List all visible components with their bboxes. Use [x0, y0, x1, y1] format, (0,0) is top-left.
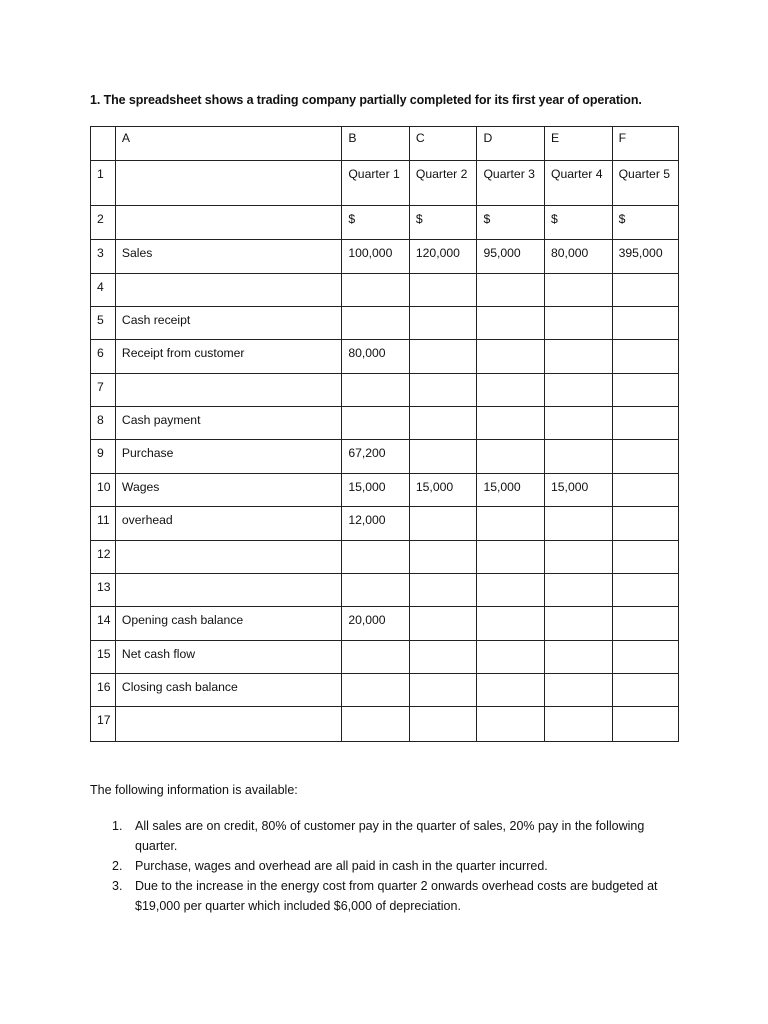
column-header-a[interactable]: A [115, 127, 341, 161]
table-cell[interactable] [477, 541, 545, 574]
table-cell[interactable] [612, 474, 678, 507]
table-row [91, 541, 679, 574]
row-number-cell[interactable]: 11 [91, 507, 116, 541]
column-header-b[interactable]: B [342, 127, 410, 161]
table-cell[interactable]: $ [477, 206, 545, 240]
row-number-cell[interactable]: 9 [91, 440, 116, 474]
table-cell[interactable] [115, 574, 341, 607]
table-cell[interactable]: 100,000 [342, 240, 410, 274]
table-cell[interactable] [342, 574, 410, 607]
table-cell[interactable] [612, 641, 678, 674]
row-number-cell[interactable]: 6 [91, 340, 116, 374]
table-row [91, 507, 679, 541]
table-cell[interactable]: Quarter 2 [409, 161, 477, 206]
table-cell[interactable]: Quarter 5 [612, 161, 678, 206]
table-cell[interactable] [115, 541, 341, 574]
table-cell[interactable] [612, 541, 678, 574]
row-number-cell[interactable]: 13 [91, 574, 116, 607]
info-list [112, 816, 682, 916]
table-cell[interactable] [612, 607, 678, 641]
table-row [91, 674, 679, 707]
column-header-c[interactable]: C [409, 127, 477, 161]
table-cell[interactable] [409, 574, 477, 607]
table-cell[interactable] [409, 674, 477, 707]
table-cell[interactable] [115, 274, 341, 307]
table-cell[interactable] [409, 440, 477, 474]
table-cell[interactable] [409, 340, 477, 374]
row-number-cell[interactable]: 17 [91, 707, 116, 742]
table-cell[interactable]: 395,000 [612, 240, 678, 274]
table-cell[interactable] [342, 707, 410, 742]
table-cell[interactable] [477, 574, 545, 607]
table-cell[interactable] [545, 274, 613, 307]
table-row [91, 707, 679, 742]
table-cell[interactable] [612, 340, 678, 374]
table-cell[interactable]: 15,000 [409, 474, 477, 507]
column-header-row [91, 127, 679, 161]
table-row [91, 374, 679, 407]
row-number-cell[interactable]: 14 [91, 607, 116, 641]
row-number-cell[interactable]: 1 [91, 161, 116, 206]
table-row [91, 574, 679, 607]
table-cell[interactable] [545, 440, 613, 474]
list-item-number: 2. [112, 859, 123, 873]
table-cell[interactable] [477, 507, 545, 541]
table-cell[interactable]: Quarter 4 [545, 161, 613, 206]
table-cell[interactable] [612, 307, 678, 340]
row-number-cell[interactable]: 8 [91, 407, 116, 440]
table-row [91, 407, 679, 440]
table-cell[interactable] [342, 374, 410, 407]
table-cell[interactable] [342, 674, 410, 707]
spreadsheet-table [90, 126, 679, 742]
row-number-cell[interactable]: 7 [91, 374, 116, 407]
column-header-f[interactable]: F [612, 127, 678, 161]
table-cell[interactable] [545, 574, 613, 607]
table-cell[interactable] [342, 641, 410, 674]
list-item-text: Purchase, wages and overhead are all paid in cash in the quarter incurred. [135, 859, 548, 873]
table-cell[interactable] [409, 274, 477, 307]
table-cell[interactable]: Quarter 3 [477, 161, 545, 206]
list-item-text: Due to the increase in the energy cost from quarter 2 onwards overhead costs are budgeted at $19,000 per quarter which included $6,000 of depreciation. [135, 879, 658, 913]
table-cell[interactable]: 20,000 [342, 607, 410, 641]
table-cell[interactable] [409, 541, 477, 574]
table-cell[interactable] [477, 274, 545, 307]
table-cell[interactable] [545, 507, 613, 541]
table-cell[interactable]: Closing cash balance [115, 674, 341, 707]
table-row [91, 474, 679, 507]
column-header-d[interactable]: D [477, 127, 545, 161]
row-number-cell[interactable]: 2 [91, 206, 116, 240]
table-cell[interactable] [115, 161, 341, 206]
table-cell[interactable]: Sales [115, 240, 341, 274]
table-cell[interactable] [477, 707, 545, 742]
table-row [91, 240, 679, 274]
table-cell[interactable]: $ [342, 206, 410, 240]
table-cell[interactable] [612, 374, 678, 407]
table-cell[interactable] [115, 206, 341, 240]
row-number-cell[interactable]: 3 [91, 240, 116, 274]
table-cell[interactable]: Opening cash balance [115, 607, 341, 641]
corner-cell[interactable] [91, 127, 116, 161]
table-cell[interactable] [477, 674, 545, 707]
row-number-cell[interactable]: 15 [91, 641, 116, 674]
table-row [91, 641, 679, 674]
table-row [91, 340, 679, 374]
table-cell[interactable] [545, 374, 613, 407]
table-cell[interactable]: 15,000 [545, 474, 613, 507]
table-cell[interactable] [409, 641, 477, 674]
table-cell[interactable]: $ [612, 206, 678, 240]
table-cell[interactable] [477, 607, 545, 641]
table-cell[interactable] [612, 674, 678, 707]
table-cell[interactable] [477, 407, 545, 440]
table-cell[interactable] [545, 641, 613, 674]
table-cell[interactable] [612, 407, 678, 440]
table-cell[interactable]: Cash payment [115, 407, 341, 440]
table-cell[interactable] [342, 541, 410, 574]
table-cell[interactable]: Wages [115, 474, 341, 507]
table-cell[interactable] [545, 541, 613, 574]
table-cell[interactable]: 15,000 [477, 474, 545, 507]
table-cell[interactable] [409, 507, 477, 541]
table-cell[interactable] [545, 674, 613, 707]
table-cell[interactable] [545, 307, 613, 340]
table-cell[interactable]: 80,000 [545, 240, 613, 274]
table-cell[interactable] [342, 407, 410, 440]
table-cell[interactable]: 67,200 [342, 440, 410, 474]
table-cell[interactable] [612, 574, 678, 607]
table-cell[interactable]: Purchase [115, 440, 341, 474]
table-cell[interactable] [409, 374, 477, 407]
table-cell[interactable] [545, 607, 613, 641]
table-cell[interactable] [477, 340, 545, 374]
table-row [91, 206, 679, 240]
table-cell[interactable] [409, 707, 477, 742]
row-number-cell[interactable]: 5 [91, 307, 116, 340]
table-cell[interactable] [612, 440, 678, 474]
question-title: 1. The spreadsheet shows a trading company partially completed for its first year of operation. [90, 93, 642, 107]
column-header-e[interactable]: E [545, 127, 613, 161]
list-item [112, 876, 682, 916]
table-cell[interactable] [612, 274, 678, 307]
table-row [91, 307, 679, 340]
row-number-cell[interactable]: 12 [91, 541, 116, 574]
table-cell[interactable] [477, 641, 545, 674]
list-item-number: 3. [112, 879, 123, 893]
row-number-cell[interactable]: 4 [91, 274, 116, 307]
row-number-cell[interactable]: 16 [91, 674, 116, 707]
list-item-number: 1. [112, 819, 123, 833]
table-cell[interactable] [409, 407, 477, 440]
table-cell[interactable] [477, 374, 545, 407]
table-cell[interactable]: Cash receipt [115, 307, 341, 340]
table-cell[interactable] [545, 407, 613, 440]
list-item [112, 856, 682, 876]
table-cell[interactable] [477, 307, 545, 340]
table-cell[interactable]: 15,000 [342, 474, 410, 507]
table-row [91, 274, 679, 307]
table-cell[interactable]: overhead [115, 507, 341, 541]
list-item-text: All sales are on credit, 80% of customer pay in the quarter of sales, 20% pay in the following quarter. [135, 819, 645, 853]
table-cell[interactable]: 95,000 [477, 240, 545, 274]
table-cell[interactable] [545, 707, 613, 742]
table-cell[interactable] [545, 340, 613, 374]
table-row [91, 440, 679, 474]
table-cell[interactable]: Net cash flow [115, 641, 341, 674]
table-cell[interactable] [612, 707, 678, 742]
table-cell[interactable] [477, 440, 545, 474]
info-heading: The following information is available: [90, 783, 298, 797]
table-cell[interactable] [612, 507, 678, 541]
table-cell[interactable]: $ [409, 206, 477, 240]
table-cell[interactable]: $ [545, 206, 613, 240]
table-cell[interactable]: Receipt from customer [115, 340, 341, 374]
list-item [112, 816, 682, 856]
table-cell[interactable]: Quarter 1 [342, 161, 410, 206]
table-cell[interactable]: 80,000 [342, 340, 410, 374]
table-cell[interactable] [409, 307, 477, 340]
row-number-cell[interactable]: 10 [91, 474, 116, 507]
table-cell[interactable]: 120,000 [409, 240, 477, 274]
table-cell[interactable] [115, 374, 341, 407]
table-cell[interactable] [115, 707, 341, 742]
table-row [91, 607, 679, 641]
table-cell[interactable] [342, 307, 410, 340]
table-cell[interactable]: 12,000 [342, 507, 410, 541]
table-cell[interactable] [342, 274, 410, 307]
table-cell[interactable] [409, 607, 477, 641]
table-row [91, 161, 679, 206]
